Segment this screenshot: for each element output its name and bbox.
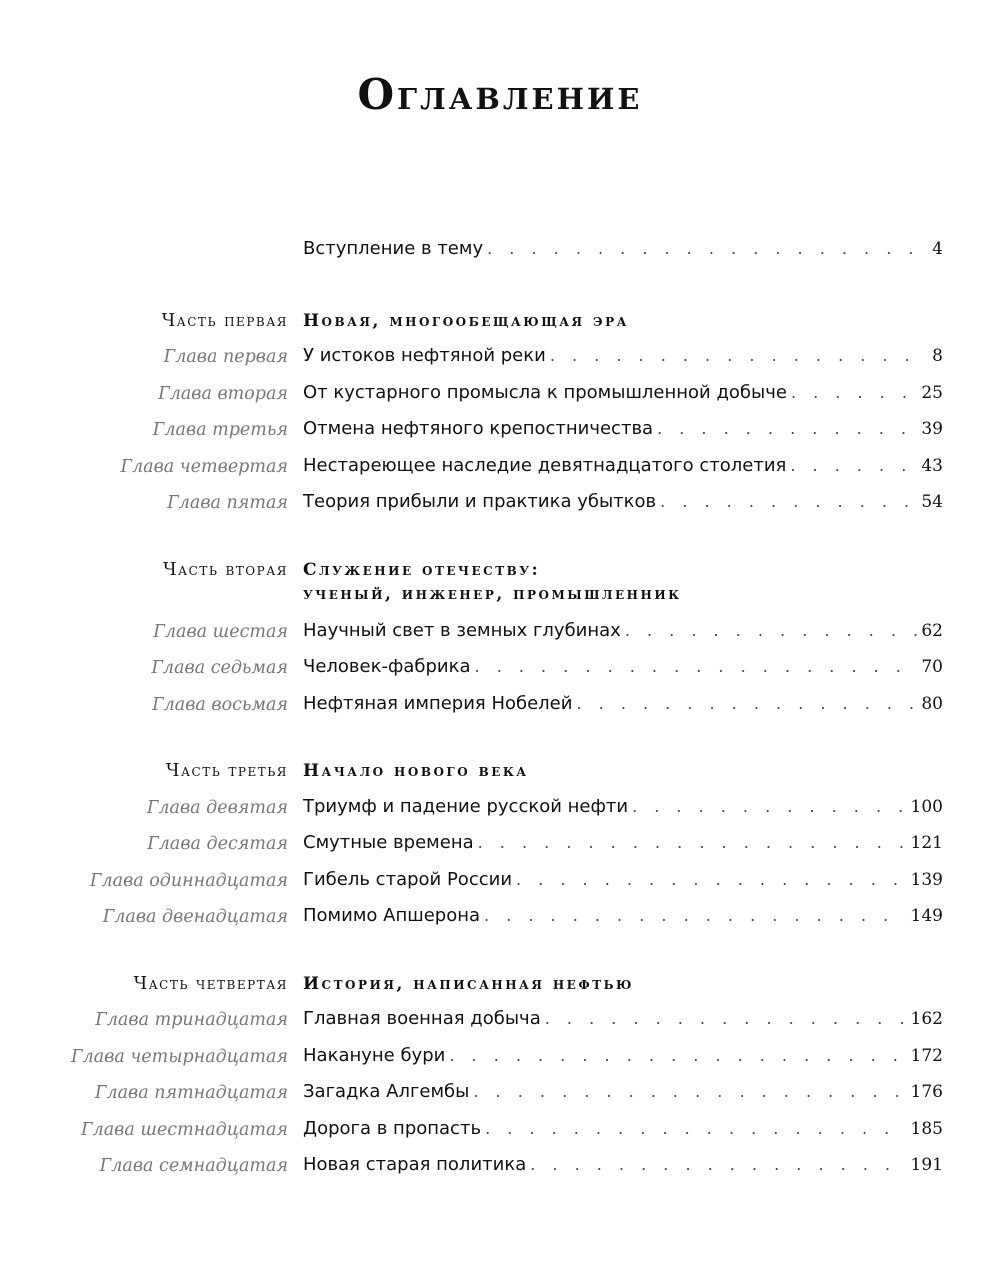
part-label: Часть третья [165,761,288,781]
chapter-label: Глава двенадцатая [102,907,288,927]
chapter-row[interactable] [0,903,1000,940]
intro-title: Вступление в тему [303,238,484,259]
chapter-row[interactable] [0,416,1000,453]
toc-intro-row[interactable] [0,236,1000,273]
chapter-row[interactable] [0,654,1000,691]
page-number: 191 [910,1155,943,1175]
page-number: 70 [921,657,943,677]
page-number: 25 [921,382,943,403]
part-title-line-1: Служение отечеству: [303,559,541,580]
part-title: Новая, многообещающая эра [303,310,629,331]
chapter-label: Глава тринадцатая [95,1010,288,1030]
chapter-title: У истоков нефтяной реки [303,345,546,366]
chapter-label: Глава девятая [146,797,288,818]
page-number: 121 [910,833,943,853]
chapter-title: Отмена нефтяного крепостничества [303,418,654,439]
chapter-row[interactable] [0,489,1000,526]
chapter-row[interactable] [0,453,1000,490]
part-heading [0,307,1000,344]
chapter-title: Загадка Алгембы [303,1081,470,1102]
chapter-row[interactable] [0,1043,1000,1080]
page-number: 185 [910,1118,943,1139]
chapter-row[interactable] [0,1006,1000,1043]
part-heading [0,970,1000,1007]
chapter-label: Глава пятая [167,493,288,513]
chapter-label: Глава шестая [153,621,288,642]
chapter-title: Теория прибыли и практика убытков [303,491,657,512]
chapter-label: Глава восьмая [152,694,288,715]
dot-leader [449,1046,906,1065]
chapter-row[interactable] [0,691,1000,728]
dot-leader [487,239,928,258]
dot-leader [625,621,918,640]
page-number: 139 [910,869,943,890]
page-number: 39 [921,419,943,439]
page-number: 43 [921,455,943,476]
chapter-title: Смутные времена [303,832,474,853]
page-number: 54 [921,492,943,512]
dot-leader [485,1119,906,1138]
chapter-label: Глава третья [152,420,288,440]
page-number: 172 [910,1045,943,1066]
table-of-contents [0,236,1000,1189]
dot-leader [657,419,917,438]
chapter-title: Нестареющее наследие девятнадцатого столетия [303,454,787,476]
dot-leader [791,383,917,402]
page-number: 149 [910,906,943,926]
chapter-row[interactable] [0,1079,1000,1116]
dot-leader [530,1155,906,1174]
chapter-row[interactable] [0,343,1000,380]
intro-page-number: 4 [932,239,943,259]
page-number: 100 [910,796,943,817]
chapter-row[interactable] [0,380,1000,417]
chapter-row[interactable] [0,1152,1000,1189]
chapter-label: Глава семнадцатая [99,1156,288,1176]
part-label: Часть первая [161,310,288,331]
part-label: Часть вторая [163,559,288,580]
chapter-title: Новая старая политика [303,1154,527,1175]
page-number: 8 [932,346,943,366]
dot-leader [550,346,928,365]
dot-leader [475,657,918,676]
dot-leader [473,1082,906,1101]
chapter-title: От кустарного промысла к промышленной добыче [303,381,787,403]
part-title: История, написанная нефтью [303,973,634,994]
chapter-row[interactable] [0,1116,1000,1153]
chapter-label: Глава пятнадцатая [94,1083,288,1103]
chapter-label: Глава одиннадцатая [89,870,288,891]
dot-leader [632,797,906,816]
chapter-row[interactable] [0,830,1000,867]
chapter-label: Глава десятая [147,834,288,854]
chapter-row[interactable] [0,867,1000,904]
chapter-label: Глава четырнадцатая [71,1046,288,1067]
chapter-label: Глава вторая [158,383,288,404]
page-number: 62 [921,620,943,641]
chapter-title: Научный свет в земных глубинах [303,619,621,641]
dot-leader [545,1009,907,1028]
part-label: Часть четвертая [133,973,288,994]
dot-leader [576,694,917,713]
page-number: 176 [910,1082,943,1102]
page-title: Оглавление [357,70,643,119]
page-number: 80 [921,693,943,714]
chapter-title: Главная военная добыча [303,1008,541,1029]
part-heading [0,556,1000,618]
chapter-title: Гибель старой России [303,868,513,890]
page-number: 162 [910,1009,943,1029]
chapter-label: Глава четвертая [120,456,288,477]
chapter-row[interactable] [0,794,1000,831]
part-title-line-2: ученый, инженер, промышленник [303,583,682,604]
chapter-title: Помимо Апшерона [303,905,481,926]
dot-leader [516,870,907,889]
part-heading [0,757,1000,794]
chapter-title: Человек-фабрика [303,656,471,677]
dot-leader [790,456,917,475]
chapter-title: Нефтяная империя Нобелей [303,692,573,714]
chapter-label: Глава первая [163,347,288,367]
dot-leader [660,492,917,511]
dot-leader [478,833,907,852]
chapter-title: Триумф и падение русской нефти [303,795,629,817]
chapter-label: Глава шестнадцатая [81,1119,288,1140]
part-title: Начало нового века [303,761,529,781]
chapter-title: Дорога в пропасть [303,1117,482,1139]
chapter-row[interactable] [0,618,1000,655]
chapter-title: Накануне бури [303,1044,446,1066]
dot-leader [484,906,907,925]
chapter-label: Глава седьмая [151,658,288,678]
